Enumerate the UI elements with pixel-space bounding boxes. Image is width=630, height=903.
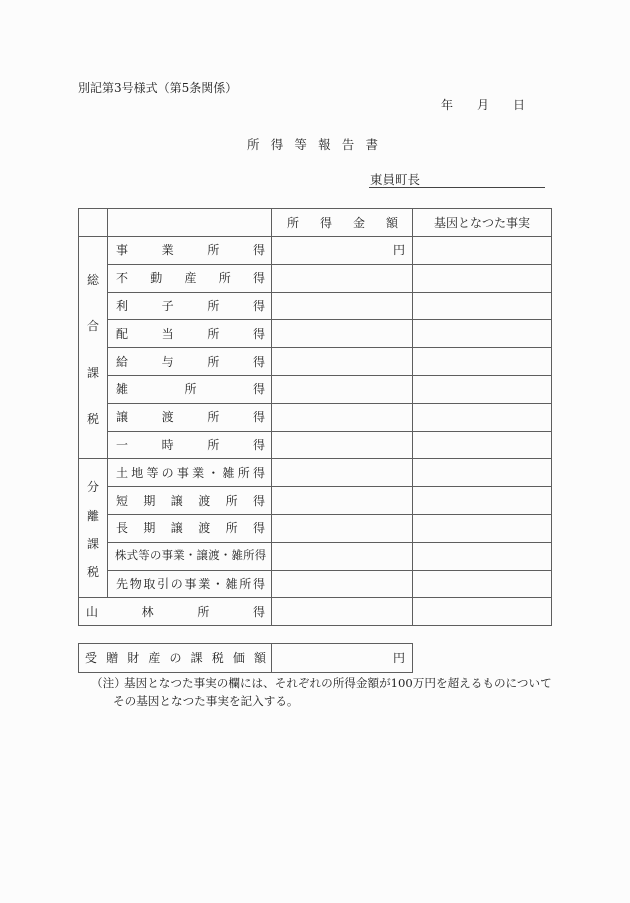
form-number-label: 別記第3号様式（第5条関係） — [78, 81, 238, 95]
cause-cell — [413, 320, 552, 348]
date-month-label: 月 — [477, 98, 490, 112]
income-type-label: 利子所得 — [116, 298, 265, 313]
income-type-cell — [108, 431, 272, 459]
income-type-cell — [108, 403, 272, 431]
date-year-label: 年 — [441, 98, 454, 112]
table-row — [79, 431, 552, 459]
category-char: 離 — [86, 508, 99, 523]
cause-cell — [413, 459, 552, 487]
cause-cell — [413, 598, 552, 626]
cause-cell — [413, 570, 552, 598]
table-row-timber — [79, 598, 552, 626]
income-type-cell — [79, 598, 272, 626]
amount-cell — [272, 348, 413, 376]
header-category-cell — [79, 209, 108, 237]
table-row — [79, 375, 552, 403]
note-text-line1: 基因となつた事実の欄には、それぞれの所得金額が100万円を超えるものについて — [124, 676, 552, 690]
category-label-comprehensive — [79, 274, 107, 426]
income-type-label: 譲渡所得 — [116, 410, 265, 425]
income-type-cell — [108, 459, 272, 487]
amount-cell — [272, 459, 413, 487]
table-row — [79, 348, 552, 376]
income-type-cell — [108, 375, 272, 403]
page-title: 所得等報告書 — [247, 137, 390, 152]
cause-cell — [413, 514, 552, 542]
amount-cell — [272, 237, 413, 265]
category-cell-separate — [79, 459, 108, 598]
category-cell-comprehensive — [79, 237, 108, 459]
income-type-label: 給与所得 — [116, 354, 265, 369]
amount-cell — [272, 598, 413, 626]
cause-cell — [413, 348, 552, 376]
income-type-cell — [108, 237, 272, 265]
amount-cell — [272, 570, 413, 598]
income-type-cell — [108, 514, 272, 542]
table-row — [79, 487, 552, 515]
income-type-cell — [108, 292, 272, 320]
table-row — [79, 264, 552, 292]
addressee-underline — [369, 187, 545, 188]
income-type-label: 雑所得 — [116, 382, 265, 397]
amount-cell — [272, 542, 413, 570]
amount-cell — [272, 403, 413, 431]
income-type-cell — [108, 348, 272, 376]
cause-cell — [413, 375, 552, 403]
category-char: 合 — [86, 319, 99, 334]
category-char: 税 — [86, 565, 99, 580]
income-type-label: 株式等の事業・譲渡・雑所得 — [115, 548, 266, 563]
amount-cell — [272, 514, 413, 542]
table-row — [79, 403, 552, 431]
gift-value-table — [78, 643, 413, 673]
amount-cell — [272, 320, 413, 348]
amount-cell — [272, 487, 413, 515]
table-row — [79, 514, 552, 542]
header-cause-cell: 基因となつた事実 — [413, 209, 552, 237]
income-type-cell — [108, 264, 272, 292]
table-row — [79, 292, 552, 320]
table-row — [79, 644, 413, 673]
income-table — [78, 208, 552, 626]
header-amount-cell — [272, 209, 413, 237]
category-char: 課 — [86, 537, 99, 552]
amount-cell — [272, 292, 413, 320]
note-text-line2: その基因となつた事実を記入する。 — [113, 694, 299, 708]
income-type-cell — [108, 570, 272, 598]
table-row — [79, 320, 552, 348]
cause-cell — [413, 292, 552, 320]
income-type-label: 一時所得 — [116, 437, 265, 452]
income-type-label: 短期譲渡所得 — [116, 493, 265, 508]
gift-value-amount-cell — [272, 644, 413, 673]
table-row — [79, 570, 552, 598]
income-type-label: 長期譲渡所得 — [116, 521, 265, 536]
income-type-label: 山林所得 — [86, 604, 265, 619]
cause-cell — [413, 542, 552, 570]
cause-cell — [413, 487, 552, 515]
income-type-label: 配当所得 — [116, 326, 265, 341]
gift-value-label: 受贈財産の課税価額 — [85, 651, 266, 665]
cause-cell — [413, 237, 552, 265]
income-type-label: 先物取引の事業・雑所得 — [116, 576, 265, 591]
header-amount-label: 所得金額 — [287, 215, 398, 230]
yen-unit: 円 — [392, 243, 405, 258]
category-char: 税 — [86, 411, 99, 426]
amount-cell — [272, 431, 413, 459]
cause-cell — [413, 431, 552, 459]
category-char: 分 — [86, 480, 99, 495]
note-marker: （注） — [91, 676, 126, 690]
table-row — [79, 237, 552, 265]
cause-cell — [413, 403, 552, 431]
income-type-label: 不動産所得 — [116, 271, 265, 286]
table-row — [79, 459, 552, 487]
header-income-type-cell — [108, 209, 272, 237]
income-type-cell — [108, 542, 272, 570]
addressee: 東員町長 — [370, 172, 421, 187]
table-header-row — [79, 209, 552, 237]
amount-cell — [272, 264, 413, 292]
table-row — [79, 542, 552, 570]
income-type-label: 土地等の事業・雑所得 — [116, 465, 265, 480]
category-char: 課 — [86, 365, 99, 380]
cause-cell — [413, 264, 552, 292]
income-type-label: 事業所得 — [116, 243, 265, 258]
income-type-cell — [108, 487, 272, 515]
amount-cell — [272, 375, 413, 403]
category-label-separate — [79, 481, 107, 579]
category-char: 総 — [86, 273, 99, 287]
date-day-label: 日 — [513, 98, 526, 112]
gift-value-label-cell — [79, 644, 272, 673]
income-type-cell — [108, 320, 272, 348]
yen-unit: 円 — [392, 651, 405, 665]
